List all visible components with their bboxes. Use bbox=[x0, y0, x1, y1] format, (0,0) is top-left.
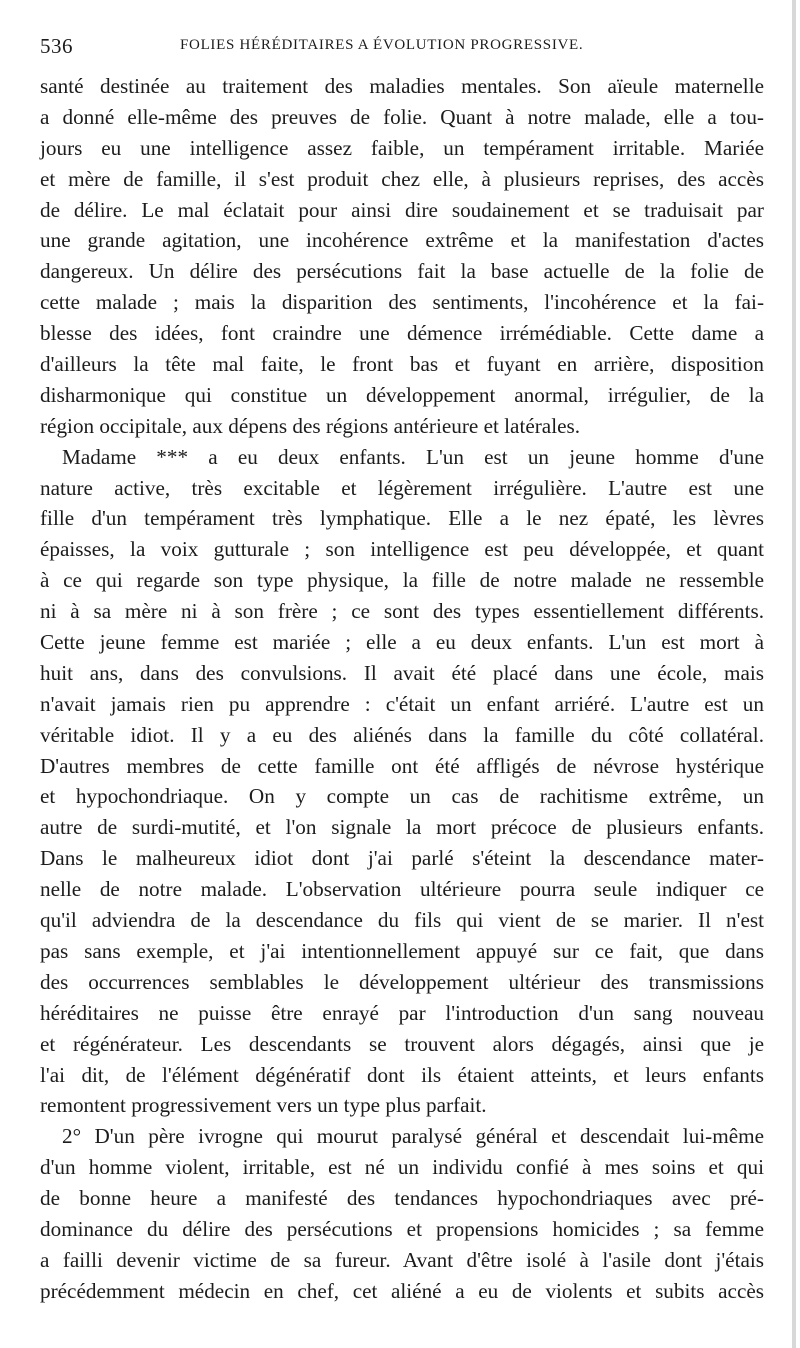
text-line: nelle de notre malade. L'observation ultérieure pourra seule indiquer ce bbox=[40, 877, 764, 902]
text-line: dangereux. Un délire des persécutions fait la base actuelle de la folie de bbox=[40, 259, 764, 284]
text-line: a failli devenir victime de sa fureur. Avant d'être isolé à l'asile dont j'étais bbox=[40, 1247, 764, 1272]
text-line: l'ai dit, de l'élément dégénératif dont ils étaient atteints, et leurs enfants bbox=[40, 1062, 764, 1087]
text-line: ni à sa mère ni à son frère ; ce sont des types essentiellement différents. bbox=[40, 599, 764, 624]
text-line: n'avait jamais rien pu apprendre : c'était un enfant arriéré. L'autre est un bbox=[40, 691, 764, 716]
text-line: véritable idiot. Il y a eu des aliénés dans la famille du côté collatéral. bbox=[40, 722, 764, 747]
text-line: et mère de famille, il s'est produit chez elle, à plusieurs reprises, des accès bbox=[40, 166, 764, 191]
text-line: blesse des idées, font craindre une démence irrémédiable. Cette dame a bbox=[40, 321, 764, 346]
text-line: d'ailleurs la tête mal faite, le front bas et fuyant en arrière, disposition bbox=[40, 352, 764, 377]
running-header bbox=[40, 34, 764, 60]
text-line: d'un homme violent, irritable, est né un individu confié à mes soins et qui bbox=[40, 1155, 764, 1180]
text-line: une grande agitation, une incohérence extrême et la manifestation d'actes bbox=[40, 228, 764, 253]
text-line: a donné elle-même des preuves de folie. Quant à notre malade, elle a tou- bbox=[40, 104, 764, 129]
text-line: remontent progressivement vers un type plus parfait. bbox=[40, 1093, 487, 1118]
text-line: héréditaires ne puisse être enrayé par l'introduction d'un sang nouveau bbox=[40, 1000, 764, 1025]
text-line: et hypochondriaque. On y compte un cas de rachitisme extrême, un bbox=[40, 784, 764, 809]
text-line: épaisses, la voix gutturale ; son intelligence est peu développée, et quant bbox=[40, 537, 764, 562]
text-line: fille d'un tempérament très lymphatique. Elle a le nez épaté, les lèvres bbox=[40, 506, 764, 531]
text-line: jours eu une intelligence assez faible, un tempérament irritable. Mariée bbox=[40, 135, 764, 160]
text-line: santé destinée au traitement des maladies mentales. Son aïeule maternelle bbox=[40, 74, 764, 98]
paragraph bbox=[40, 1121, 764, 1306]
body-text bbox=[40, 71, 764, 1307]
text-line: autre de surdi-mutité, et l'on signale la mort précoce de plusieurs enfants. bbox=[40, 815, 764, 840]
text-line: des occurrences semblables le développement ultérieur des transmissions bbox=[40, 969, 764, 994]
paragraph bbox=[40, 71, 764, 442]
text-line: cette malade ; mais la disparition des sentiments, l'incohérence et la fai- bbox=[40, 290, 764, 315]
paragraph bbox=[40, 442, 764, 1122]
text-line: Dans le malheureux idiot dont j'ai parlé s'éteint la descendance mater- bbox=[40, 846, 764, 871]
text-line: 2° D'un père ivrogne qui mourut paralysé général et descendait lui-même bbox=[62, 1124, 764, 1149]
text-line: disharmonique qui constitue un développement anormal, irrégulier, de la bbox=[40, 382, 764, 407]
text-line: qu'il adviendra de la descendance du fils qui vient de se marier. Il n'est bbox=[40, 908, 764, 933]
text-line: dominance du délire des persécutions et propensions homicides ; sa femme bbox=[40, 1216, 764, 1241]
text-line: Madame *** a eu deux enfants. L'un est un jeune homme d'une bbox=[62, 444, 764, 469]
text-line: et régénérateur. Les descendants se trouvent alors dégagés, ainsi que je bbox=[40, 1031, 764, 1056]
running-title: FOLIES HÉRÉDITAIRES A ÉVOLUTION PROGRESSIVE. bbox=[180, 37, 584, 53]
text-line: D'autres membres de cette famille ont été affligés de névrose hystérique bbox=[40, 753, 764, 778]
text-line: de délire. Le mal éclatait pour ainsi dire soudainement et se traduisait par bbox=[40, 197, 764, 222]
text-line: huit ans, dans des convulsions. Il avait été placé dans une école, mais bbox=[40, 660, 764, 685]
text-line: de bonne heure a manifesté des tendances hypochondriaques avec pré- bbox=[40, 1186, 764, 1211]
text-line: région occipitale, aux dépens des régions antérieure et latérales. bbox=[40, 413, 581, 438]
text-line: à ce qui regarde son type physique, la fille de notre malade ne ressemble bbox=[40, 568, 764, 593]
text-line: nature active, très excitable et légèrement irrégulière. L'autre est une bbox=[40, 475, 764, 500]
page-number: 536 bbox=[40, 34, 73, 58]
text-line: Cette jeune femme est mariée ; elle a eu deux enfants. L'un est mort à bbox=[40, 630, 764, 655]
text-line: précédemment médecin en chef, cet aliéné a eu de violents et subits accès bbox=[40, 1278, 764, 1303]
text-line: pas sans exemple, et j'ai intentionnellement appuyé sur ce fait, que dans bbox=[40, 938, 764, 963]
page-edge-shadow bbox=[792, 0, 796, 1348]
